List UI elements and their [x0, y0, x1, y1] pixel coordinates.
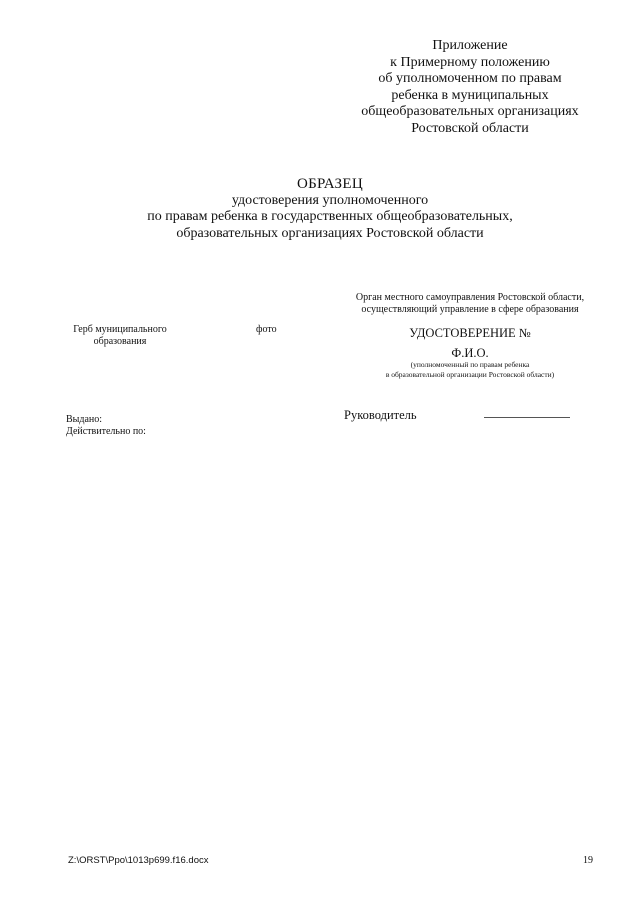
photo-placeholder: фото — [256, 324, 277, 335]
certificate-title: УДОСТОВЕРЕНИЕ № — [409, 326, 531, 340]
holder-caption — [336, 360, 604, 379]
appendix-line: об уполномоченном по правам — [378, 71, 562, 86]
appendix-line: общеобразовательных организациях — [361, 104, 579, 119]
signature-line — [484, 417, 570, 418]
appendix-line: ребенка в муниципальных — [391, 87, 549, 103]
org-line: Орган местного самоуправления Ростовской области, — [355, 292, 585, 303]
sample-heading — [100, 176, 560, 242]
coat-line: образования — [93, 336, 147, 347]
caption-line: в образовательной организации Ростовской области) — [385, 369, 555, 379]
valid-until-label: Действительно по: — [66, 426, 146, 437]
sample-line: по правам ребенка в государственных общеобразовательных, — [147, 209, 513, 224]
appendix-block — [330, 38, 610, 137]
coat-of-arms-placeholder — [64, 324, 176, 348]
coat-line: Герб муниципального — [73, 324, 167, 335]
caption-line: (уполномоченный по правам ребенка — [410, 360, 530, 369]
footer-file-path: Z:\ORST\Ppo\1013p699.f16.docx — [68, 855, 209, 866]
sample-line: удостоверения уполномоченного — [231, 192, 429, 208]
sample-line: образовательных организациях Ростовской области — [176, 225, 484, 241]
org-line: осуществляющий управление в сфере образования — [361, 304, 579, 315]
issuing-organization — [336, 292, 604, 316]
issued-label: Выдано: — [66, 414, 103, 425]
full-name-label: Ф.И.О. — [451, 346, 489, 360]
appendix-line: Приложение — [432, 38, 508, 53]
sample-title: ОБРАЗЕЦ — [297, 176, 363, 192]
appendix-line: к Примерному положению — [390, 54, 550, 70]
footer-page-number: 19 — [583, 855, 593, 866]
head-signature-label: Руководитель — [344, 408, 417, 422]
appendix-line: Ростовской области — [411, 120, 529, 136]
